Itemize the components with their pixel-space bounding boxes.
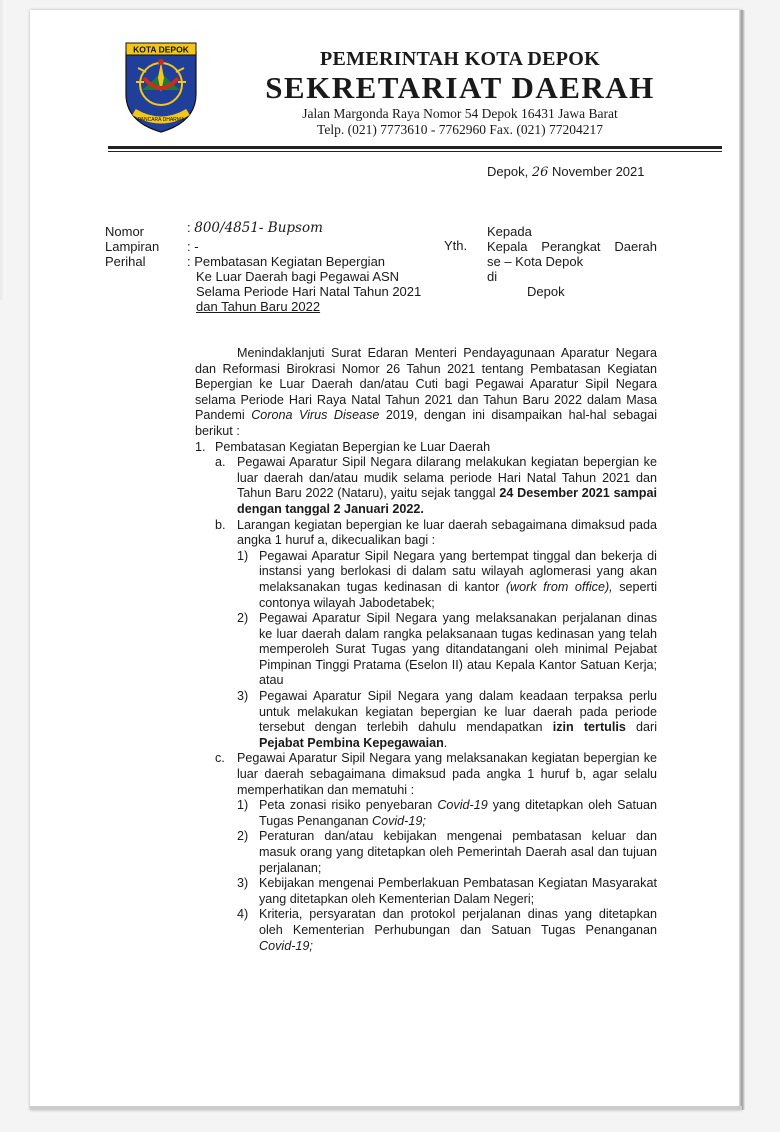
yth-label: Yth. <box>444 238 468 253</box>
sub-list-item <box>237 829 657 876</box>
nomor-value <box>187 220 437 239</box>
label-perihal: Perihal <box>105 254 146 269</box>
kota-depok-logo-icon <box>122 42 200 134</box>
text-run: Kriteria, persyaratan dan protokol perjalanan dinas yang ditetapkan oleh Kementerian Perhubungan dan Satuan Tugas Penanganan <box>259 907 657 937</box>
section-1-heading <box>195 440 657 456</box>
letterhead <box>250 48 670 138</box>
sub-item-text <box>259 611 657 689</box>
perihal-line-3: Selama Periode Hari Natal Tahun 2021 <box>196 284 422 299</box>
perihal-line-1: : Pembatasan Kegiatan Bepergian <box>187 254 386 269</box>
lampiran-value: : - <box>187 239 199 254</box>
date-prefix: Depok, <box>487 164 529 179</box>
sub-item-text <box>259 798 657 829</box>
sub-item-text <box>259 876 657 907</box>
label-lampiran: Lampiran <box>105 239 160 254</box>
logo-motto: PANCARA DHARMA <box>137 117 185 123</box>
section-title: Pembatasan Kegiatan Bepergian ke Luar Daerah <box>215 439 491 454</box>
sub-item-text <box>259 689 657 751</box>
item-text <box>237 455 657 517</box>
text-run: dari <box>625 720 657 735</box>
text-run: Menindaklanjuti Surat Edaran Menteri Pendayagunaan Aparatur Negara dan Reformasi Birokrasi Nomor 26 Tahun 2021 tentang Pembatasan Kegiatan Bepergian ke Luar Daerah dan/atau Cuti bagi Pegawai Aparatur Sipil Negara selama Periode Hari Raya Natal Tahun 2021 dan Tahun Baru 2022 dalam Masa Pandemi <box>195 346 657 423</box>
sub-item-text <box>259 549 657 611</box>
letterhead-office: SEKRETARIAT DAERAH <box>265 70 655 105</box>
letterhead-phone: Telp. (021) 7773610 - 7762960 Fax. (021) 77204217 <box>317 122 603 137</box>
text-run: Pegawai Aparatur Sipil Negara dilarang melakukan kegiatan bepergian ke luar daerah dan/atau mudik selama periode Hari Natal Tahun 2021 dan Tahun Baru 2022 (Nataru), yaitu sejak tanggal <box>237 455 657 501</box>
addressee-line-2 <box>487 239 657 254</box>
text-run: Covid-19; <box>259 938 313 953</box>
letter-body <box>195 346 657 954</box>
text-run: Peta zonasi risiko penyebaran <box>259 798 438 813</box>
text-run: Corona Virus Disease <box>251 408 380 423</box>
text-run: Peraturan dan/atau kebijakan mengenai pembatasan keluar dan masuk orang yang ditetapkan oleh Pemerintah Daerah asal dan tujuan perjalanan; <box>259 829 657 875</box>
addressee-word: Kepala <box>487 239 528 254</box>
list-item <box>215 518 657 752</box>
item-letter: b. <box>215 517 226 532</box>
intro-paragraph <box>195 346 657 440</box>
addressee-line-4: di <box>487 269 498 284</box>
text-run: Pegawai Aparatur Sipil Negara yang bertempat tinggal dan bekerja di instansi yang berlokasi di dalam satu wilayah aglomerasi yang akan melaksanakan tugas kedinasan di kantor <box>259 548 657 594</box>
text-run: seperti contonya wilayah Jabodetabek; <box>259 579 657 610</box>
letterhead-government: PEMERINTAH KOTA DEPOK <box>319 48 601 70</box>
text-run: Pegawai Aparatur Sipil Negara yang melaksanakan perjalanan dinas ke luar daerah dalam rangka pelaksanaan tugas kedinasan yang telah memperoleh Surat Tugas yang ditandatangani oleh minimal Pejabat Pimpinan Tinggi Pratama (Eselon II) atau Kepala Kantor Satuan Kerja; atau <box>259 611 657 688</box>
item-text <box>237 751 657 954</box>
text-run: 2019, dengan ini disampaikan hal-hal sebagai berikut : <box>195 408 657 438</box>
label-nomor: Nomor <box>105 224 145 239</box>
text-run: yang ditetapkan oleh Satuan Tugas Penanganan <box>259 798 657 828</box>
sub-item-text <box>259 829 657 876</box>
sub-list-item <box>237 611 657 689</box>
letter-meta-labels <box>105 224 159 269</box>
sub-item-number: 2) <box>237 611 249 626</box>
addressee-kepada: Kepada <box>487 224 532 239</box>
addressee-line-5: Depok <box>527 284 565 299</box>
text-run: Pegawai Aparatur Sipil Negara yang dalam keadaan terpaksa perlu untuk melakukan kegiatan bepergian ke luar daerah pada periode tersebut dengan terlebih dahulu mendapatkan <box>259 689 657 735</box>
letter-date <box>487 164 645 180</box>
section-number: 1. <box>195 439 206 454</box>
date-day-handwritten: 26 <box>531 165 549 180</box>
sub-item-number: 3) <box>237 689 249 704</box>
text-run: . <box>443 735 448 750</box>
date-month-year: November 2021 <box>552 164 645 179</box>
letterhead-rule-thin <box>108 151 722 152</box>
text-run: (work from office), <box>505 579 613 594</box>
sub-list-item <box>237 907 657 954</box>
text-run: Covid-19; <box>371 813 426 828</box>
sub-list-item <box>237 798 657 829</box>
sub-item-number: 1) <box>237 548 249 563</box>
sub-list-item <box>237 689 657 751</box>
list-item <box>215 751 657 954</box>
sub-list-item <box>237 876 657 907</box>
page-edge <box>739 10 745 1110</box>
sub-item-number: 2) <box>237 829 249 844</box>
text-run: izin tertulis <box>552 720 626 735</box>
addressee-word: Perangkat <box>541 239 601 254</box>
perihal-line-4: dan Tahun Baru 2022 <box>196 299 321 314</box>
sub-item-number: 3) <box>237 876 249 891</box>
letter-meta-values <box>187 220 437 314</box>
sub-item-number: 4) <box>237 907 249 922</box>
text-run: Kebijakan mengenai Pemberlakuan Pembatasan Kegiatan Masyarakat yang ditetapkan oleh Kementerian Dalam Negeri; <box>259 876 657 906</box>
text-run: Pegawai Aparatur Sipil Negara yang melaksanakan kegiatan bepergian ke luar daerah sebagaimana dimaksud pada angka 1 huruf b, agar selalu memperhatikan dan mematuhi : <box>237 751 657 797</box>
text-run: Larangan kegiatan bepergian ke luar daerah sebagaimana dimaksud pada angka 1 huruf a, dikecualikan bagi : <box>237 517 657 548</box>
letterhead-address: Jalan Margonda Raya Nomor 54 Depok 16431 Jawa Barat <box>302 106 618 121</box>
list-item <box>215 455 657 517</box>
item-text <box>237 518 657 752</box>
sub-item-number: 1) <box>237 798 249 813</box>
letterhead-rule-thick <box>108 146 722 149</box>
page-bottom-edge <box>30 1106 742 1110</box>
nomor-handwritten: 800/4851- Bupsom <box>194 220 323 236</box>
text-run: Covid-19 <box>437 798 488 813</box>
text-run: 24 Desember 2021 sampai dengan tanggal 2 Januari 2022. <box>237 486 657 516</box>
section-1-items <box>195 455 657 954</box>
item-letter: a. <box>215 455 226 470</box>
logo-top-text: KOTA DEPOK <box>133 44 189 55</box>
addressee-block <box>487 224 657 299</box>
page-fold-shadow <box>0 0 6 300</box>
text-run: Pejabat Pembina Kepegawaian <box>259 735 444 750</box>
addressee-word: Daerah <box>614 239 657 254</box>
item-letter: c. <box>215 751 225 766</box>
perihal-line-2: Ke Luar Daerah bagi Pegawai ASN <box>196 269 400 284</box>
nomor-colon: : <box>187 220 191 235</box>
sub-item-text <box>259 907 657 954</box>
sub-list-item <box>237 549 657 611</box>
addressee-line-3: se – Kota Depok <box>487 254 584 269</box>
